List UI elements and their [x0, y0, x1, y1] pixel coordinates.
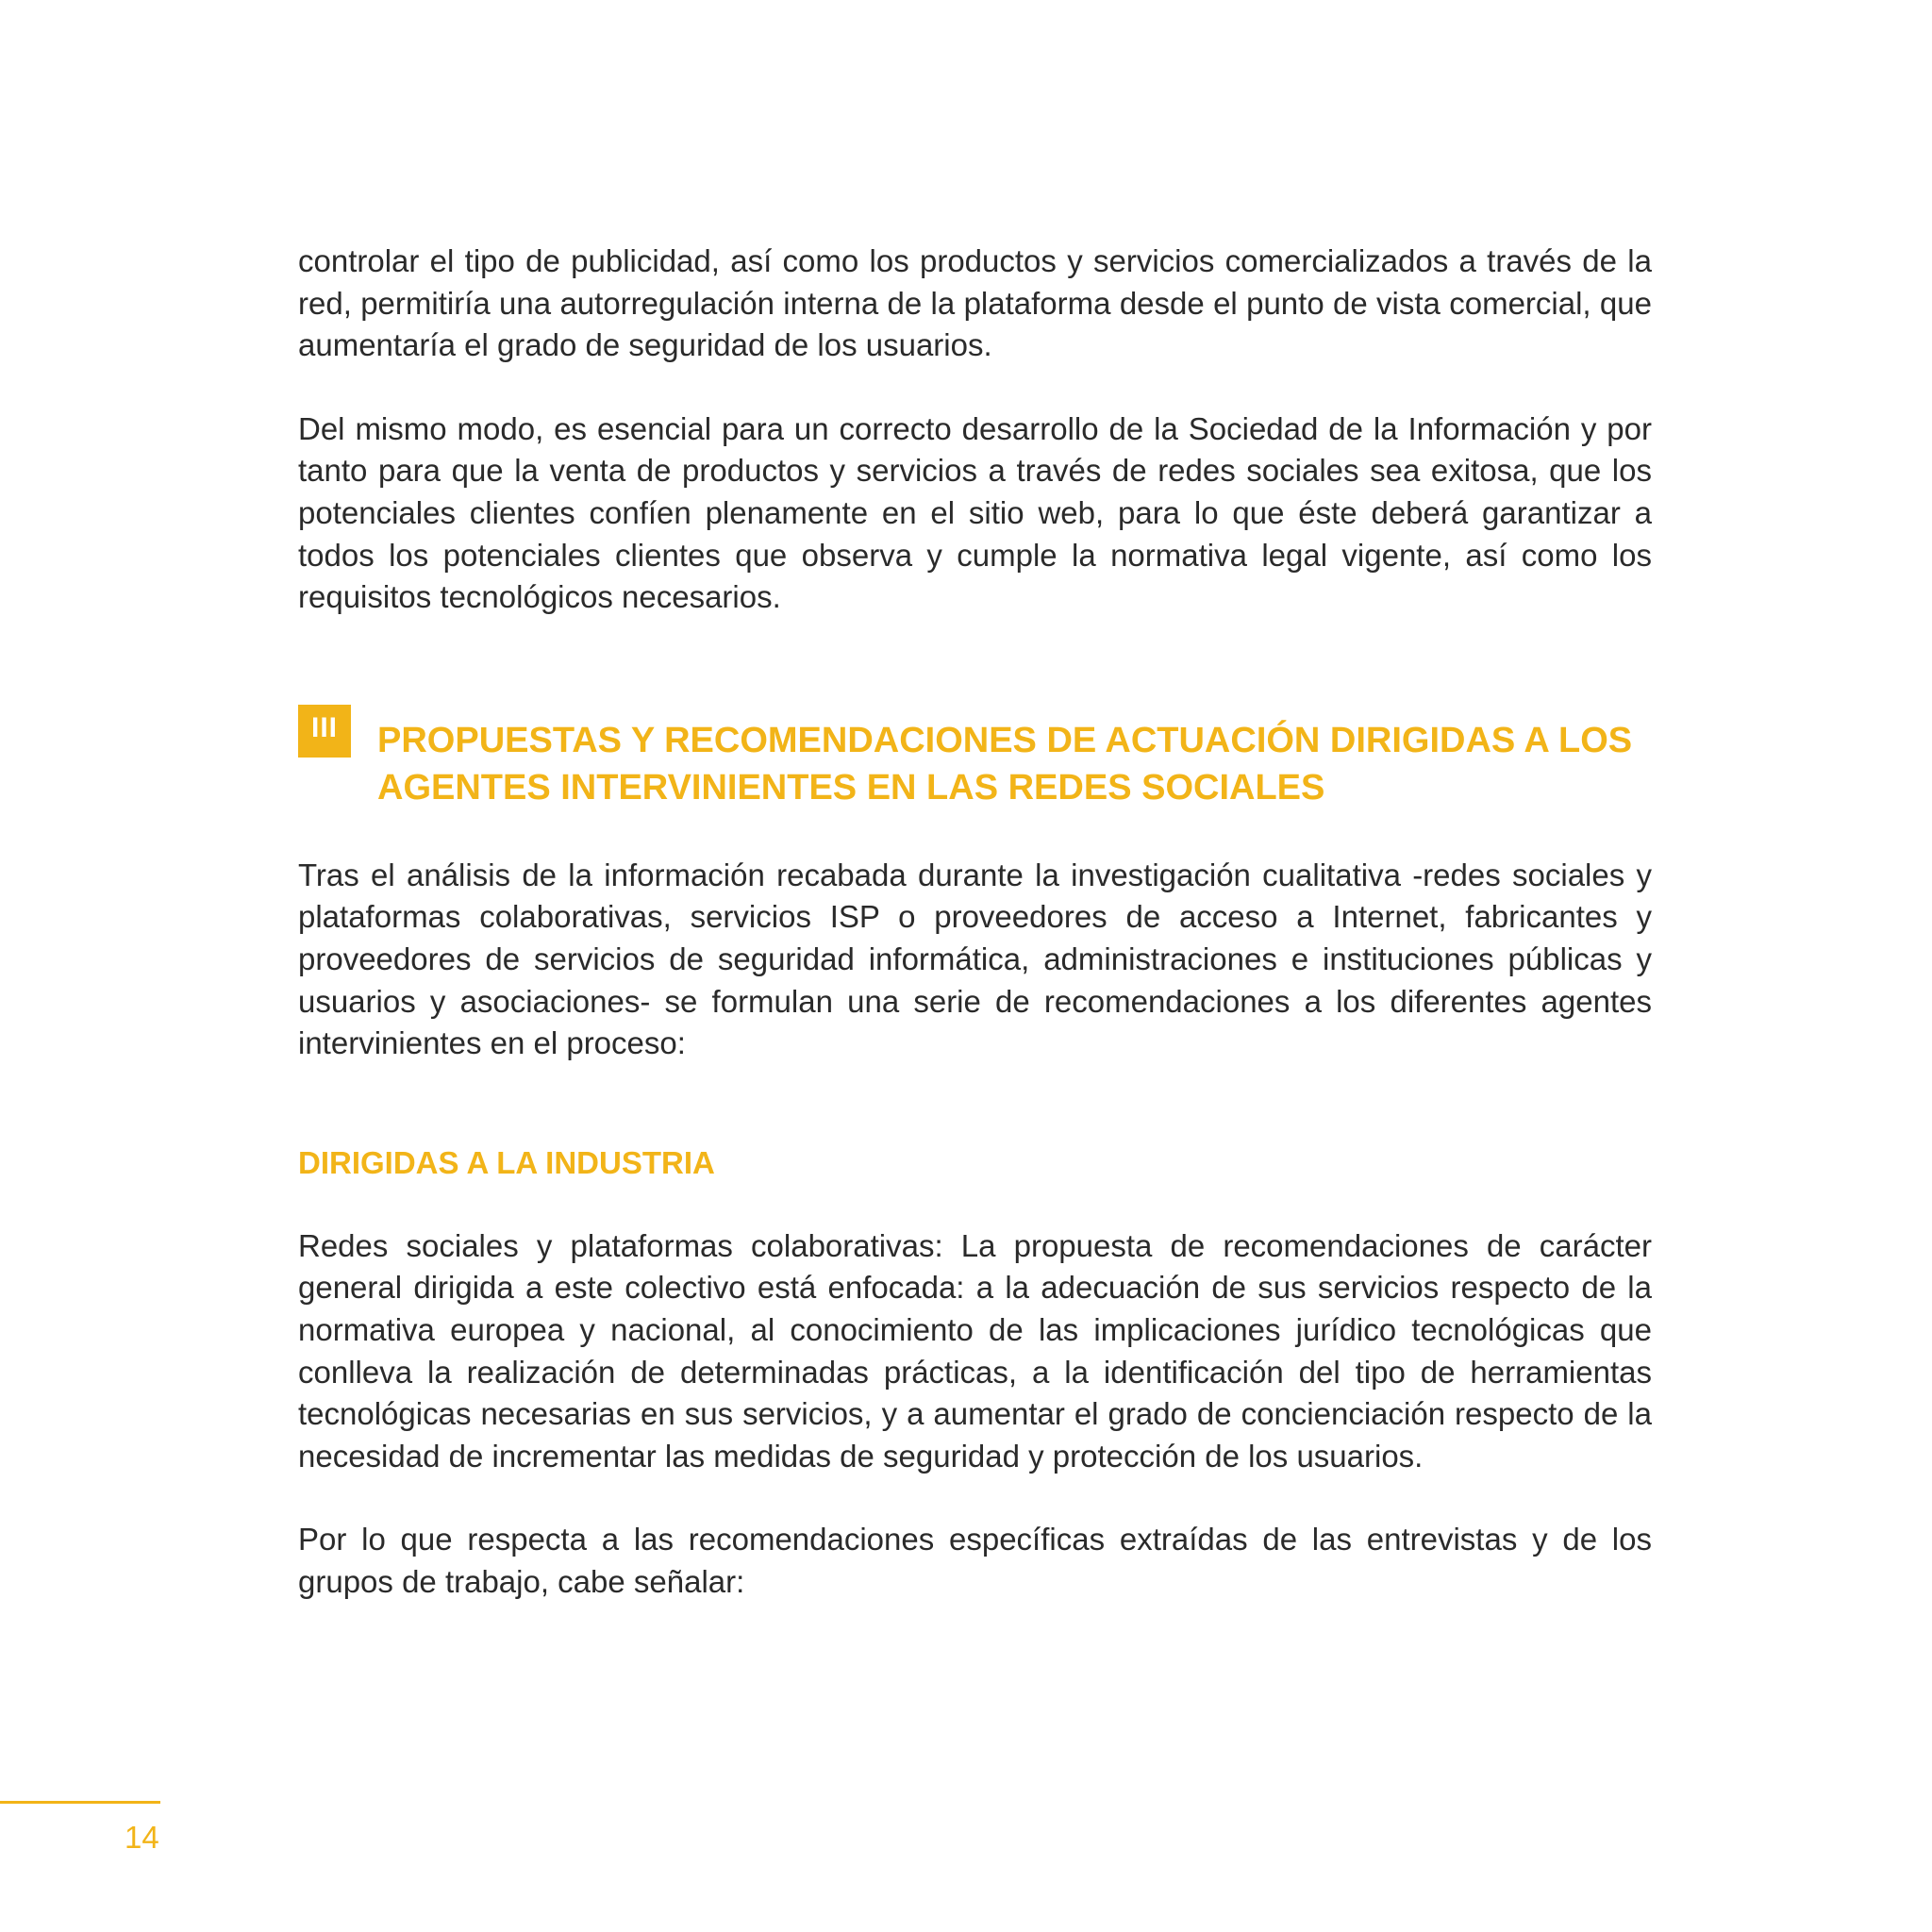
body-paragraph: Redes sociales y plataformas colaborativas: La propuesta de recomendaciones de carácter general dirigida a este colectivo está enfocada: a la adecuación de sus servicios respecto de la normativa europea y nacional, al conocimiento de las implicaciones jurídico tecnológicas que conlleva la realización de determinadas prácticas, a la identificación del tipo de herramientas tecnológicas necesarias en sus servicios, y a aumentar el grado de concienciación respecto de la necesidad de incrementar las medidas de seguridad y protección de los usuarios. — [298, 1227, 1652, 1474]
page-number: 14 — [125, 1820, 159, 1855]
section-title: PROPUESTAS Y RECOMENDACIONES DE ACTUACIÓN DIRIGIDAS A LOS AGENTES INTERVINIENTES EN LAS REDES SOCIALES — [377, 720, 1633, 808]
section-number-badge: III — [298, 705, 351, 758]
body-paragraph: controlar el tipo de publicidad, así como los productos y servicios comercializados a través de la red, permitiría una autorregulación interna de la plataforma desde el punto de vista comercial, que aumentaría el grado de seguridad de los usuarios. — [298, 243, 1652, 363]
intro-paragraph: Tras el análisis de la información recabada durante la investigación cualitativa -redes sociales y plataformas colaborativas, servicios ISP o proveedores de acceso a Internet, fabricantes y proveedores de servicios de seguridad informática, administraciones e instituciones públicas y usuarios y asociaciones- se formulan una serie de recomendaciones a los diferentes agentes intervinientes en el proceso: — [298, 857, 1652, 1061]
body-paragraph: Por lo que respecta a las recomendaciones específicas extraídas de las entrevistas y de los grupos de trabajo, cabe señalar: — [298, 1522, 1652, 1599]
page-content — [298, 241, 1652, 1603]
subsection-title: DIRIGIDAS A LA INDUSTRIA — [298, 1144, 715, 1180]
footer-rule — [0, 1801, 160, 1804]
body-paragraph: Del mismo modo, es esencial para un correcto desarrollo de la Sociedad de la Información y por tanto para que la venta de productos y servicios a través de redes sociales sea exitosa, que los potenciales clientes confíen plenamente en el sitio web, para lo que éste deberá garantizar a todos los potenciales clientes que observa y cumple la normativa legal vigente, así como los requisitos tecnológicos necesarios. — [298, 410, 1652, 615]
section-heading — [298, 711, 1652, 811]
